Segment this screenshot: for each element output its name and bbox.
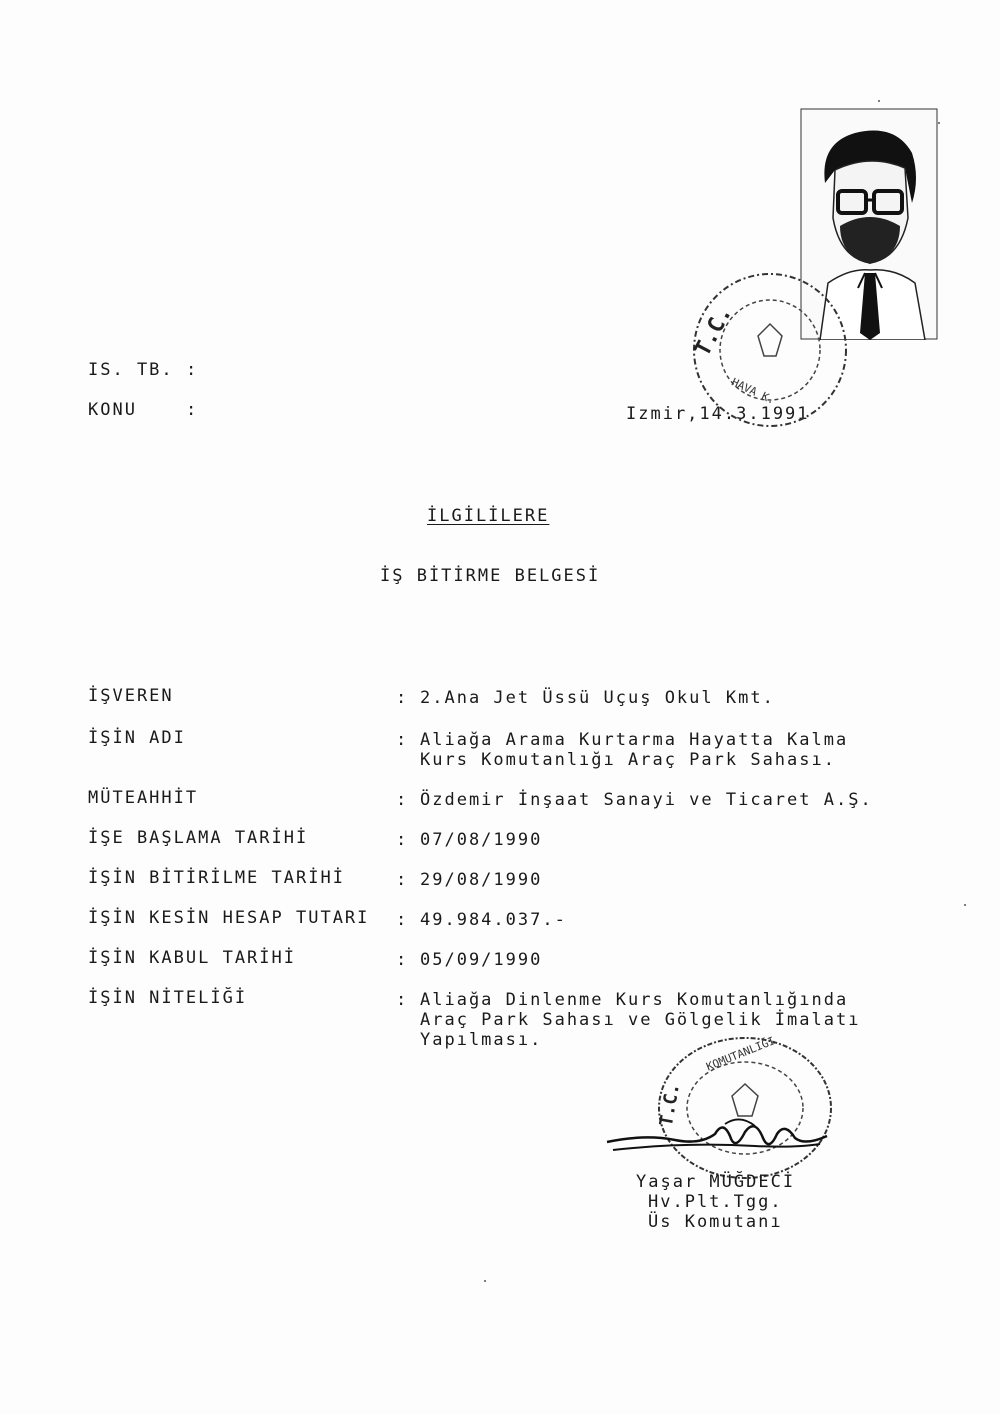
subject-colon: : bbox=[186, 400, 197, 420]
signatory-title: Üs Komutanı bbox=[648, 1212, 783, 1232]
field-label-start-date: İŞE BAŞLAMA TARİHİ bbox=[88, 828, 309, 848]
field-value-completion-date: 29/08/1990 bbox=[420, 870, 543, 890]
field-colon: : bbox=[396, 830, 407, 850]
subject-label: KONU bbox=[88, 400, 137, 420]
field-label-job-name: İŞİN ADI bbox=[88, 728, 186, 748]
scan-speck bbox=[938, 122, 940, 124]
field-label-contractor: MÜTEAHHİT bbox=[88, 788, 199, 808]
official-stamp-top bbox=[678, 268, 858, 438]
field-value-job-nature-line2: Araç Park Sahası ve Gölgelik İmalatı bbox=[420, 1010, 861, 1030]
field-label-final-amount: İŞİN KESİN HESAP TUTARI bbox=[88, 908, 370, 928]
field-value-job-nature-line1: Aliağa Dinlenme Kurs Komutanlığında bbox=[420, 990, 849, 1010]
handwritten-signature bbox=[605, 1112, 830, 1162]
reference-colon: : bbox=[186, 360, 197, 380]
svg-text:HAVA K.: HAVA K. bbox=[729, 375, 777, 407]
field-value-employer: 2.Ana Jet Üssü Uçuş Okul Kmt. bbox=[420, 688, 775, 708]
field-value-job-name-line1: Aliağa Arama Kurtarma Hayatta Kalma bbox=[420, 730, 849, 750]
field-label-employer: İŞVEREN bbox=[88, 686, 174, 706]
scan-speck bbox=[964, 904, 966, 906]
addressee-title: İLGİLİLERE bbox=[427, 506, 550, 526]
field-colon: : bbox=[396, 688, 407, 708]
field-value-contractor: Özdemir İnşaat Sanayi ve Ticaret A.Ş. bbox=[420, 790, 873, 810]
place-date: Izmir,14.3.1991 bbox=[626, 404, 810, 424]
field-label-acceptance-date: İŞİN KABUL TARİHİ bbox=[88, 948, 296, 968]
svg-text:KOMUTANLIĞI: KOMUTANLIĞI bbox=[704, 1034, 777, 1074]
signatory-rank: Hv.Plt.Tgg. bbox=[648, 1192, 783, 1212]
field-value-job-name-line2: Kurs Komutanlığı Araç Park Sahası. bbox=[420, 750, 836, 770]
field-value-start-date: 07/08/1990 bbox=[420, 830, 543, 850]
field-label-completion-date: İŞİN BİTİRİLME TARİHİ bbox=[88, 868, 345, 888]
document-title: İŞ BİTİRME BELGESİ bbox=[380, 566, 601, 586]
scan-speck bbox=[484, 1280, 486, 1282]
svg-text:T.C.: T.C. bbox=[655, 1081, 685, 1128]
field-value-final-amount: 49.984.037.- bbox=[420, 910, 567, 930]
field-colon: : bbox=[396, 910, 407, 930]
scan-speck bbox=[878, 100, 880, 102]
svg-text:T.C.: T.C. bbox=[690, 302, 738, 361]
field-colon: : bbox=[396, 990, 407, 1010]
field-colon: : bbox=[396, 950, 407, 970]
field-value-acceptance-date: 05/09/1990 bbox=[420, 950, 543, 970]
signatory-name: Yaşar MÜĞDECİ bbox=[636, 1172, 796, 1192]
reference-label: IS. TB. bbox=[88, 360, 174, 380]
field-value-job-nature-line3: Yapılması. bbox=[420, 1030, 543, 1050]
field-colon: : bbox=[396, 790, 407, 810]
field-colon: : bbox=[396, 870, 407, 890]
field-colon: : bbox=[396, 730, 407, 750]
field-label-job-nature: İŞİN NİTELİĞİ bbox=[88, 988, 248, 1008]
